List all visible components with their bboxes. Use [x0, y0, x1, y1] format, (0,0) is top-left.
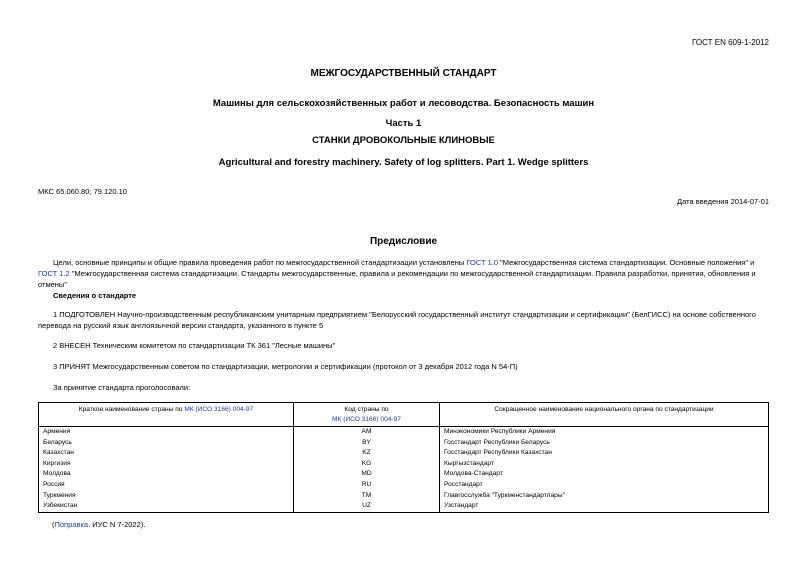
country-cell: Армения — [39, 427, 294, 438]
english-title: Agricultural and forestry machinery. Safety of log splitters. Part 1. Wedge splitters — [218, 157, 589, 168]
table-header-row — [39, 403, 769, 427]
preface-heading: Предисловие — [369, 236, 438, 247]
table-row — [39, 459, 769, 470]
country-cell: Молдова — [39, 469, 294, 480]
document-code: ГОСТ EN 609-1-2012 — [692, 38, 769, 47]
body-cell: Госстандарт Республики Казахстан — [440, 448, 769, 459]
gost-1-2-link[interactable]: ГОСТ 1.2 — [38, 269, 70, 278]
header-country-code — [294, 403, 440, 427]
country-cell: Киргизия — [39, 459, 294, 470]
code-cell: UZ — [294, 501, 440, 512]
note-rest: . ИУС N 7-2022). — [88, 520, 146, 529]
preface-text-part: "Межгосударственная система стандартизации. Стандарты межгосударственные, правила и рекомендации по межгосударственной стандартизации. Правила разработки, принятия, обновления и отмены" — [38, 269, 756, 289]
code-cell: MD — [294, 469, 440, 480]
item-prepared: 1 ПОДГОТОВЛЕН Научно-производственным республиканским унитарным предприятием "Белорусский государственный институт стандартизации и сертификации" (БелГИСС) на основе собственного перевода на русский язык англоязычной версии стандарта, указанного в пункте 5 — [38, 310, 756, 330]
table-row — [39, 469, 769, 480]
voted-label: За принятие стандарта проголосовали: — [53, 383, 191, 392]
table-row — [39, 501, 769, 512]
mks-codes: МКС 65.060.80; 79.120.10 — [38, 187, 127, 196]
amendment-note — [52, 520, 145, 529]
table-row — [39, 427, 769, 438]
mk-iso-link[interactable]: МК (ИСО 3166) 004-97 — [184, 406, 254, 413]
item-adopted: 3 ПРИНЯТ Межгосударственным советом по стандартизации, метрологии и сертификации (протокол от 3 декабря 2012 года N 54-П) — [53, 362, 518, 371]
header-country-text: Краткое наименование страны по — [78, 406, 185, 413]
code-cell: TM — [294, 491, 440, 502]
table-row — [39, 480, 769, 491]
header-standards-body: Сокращенное наименование национального органа по стандартизации — [440, 403, 769, 427]
body-cell: Молдова-Стандарт — [440, 469, 769, 480]
code-cell: KG — [294, 459, 440, 470]
preface-text-part: "Межгосударственная система стандартизации. Основные положения" и — [498, 258, 755, 267]
part-label: Часть 1 — [385, 118, 422, 129]
interstate-standard-heading: МЕЖГОСУДАРСТВЕННЫЙ СТАНДАРТ — [310, 68, 497, 79]
body-cell: Госстандарт Республики Беларусь — [440, 438, 769, 449]
country-cell: Россия — [39, 480, 294, 491]
body-cell: Росстандарт — [440, 480, 769, 491]
country-cell: Туркмения — [39, 491, 294, 502]
code-cell: BY — [294, 438, 440, 449]
body-cell: Главгосслужба "Туркменстандартлары" — [440, 491, 769, 502]
preface-text-part: Цели, основные принципы и общие правила проведения работ по межгосударственной стандартизации установлены — [53, 258, 467, 267]
document-title: Машины для сельскохозяйственных работ и лесоводства. Безопасность машин — [212, 98, 595, 109]
document-subtitle: СТАНКИ ДРОВОКОЛЬНЫЕ КЛИНОВЫЕ — [312, 135, 495, 146]
mk-iso-link[interactable]: МК (ИСО 3166) 004-97 — [332, 416, 401, 423]
country-cell: Узбекистан — [39, 501, 294, 512]
body-cell: Узстандарт — [440, 501, 769, 512]
code-cell: KZ — [294, 448, 440, 459]
amendment-link[interactable]: Поправка — [54, 520, 89, 529]
preface-paragraph — [38, 257, 768, 290]
code-cell: AM — [294, 427, 440, 438]
header-code-text: Код страны по — [344, 406, 389, 413]
table-row — [39, 438, 769, 449]
country-cell: Беларусь — [39, 438, 294, 449]
introduction-date: Дата введения 2014-07-01 — [677, 197, 769, 206]
voting-table — [38, 402, 769, 513]
body-cell: Кыргызстандарт — [440, 459, 769, 470]
table-row — [39, 448, 769, 459]
body-cell: Минэкономики Республики Армения — [440, 427, 769, 438]
code-cell: RU — [294, 480, 440, 491]
table-row — [39, 491, 769, 502]
item-submitted: 2 ВНЕСЕН Техническим комитетом по стандартизации ТК 361 "Лесные машины" — [53, 341, 336, 350]
standard-info-heading: Сведения о стандарте — [53, 291, 137, 300]
note-open: ( — [52, 520, 55, 529]
header-country-name — [39, 403, 294, 427]
country-cell: Казахстан — [39, 448, 294, 459]
gost-1-0-link[interactable]: ГОСТ 1.0 — [466, 258, 499, 267]
